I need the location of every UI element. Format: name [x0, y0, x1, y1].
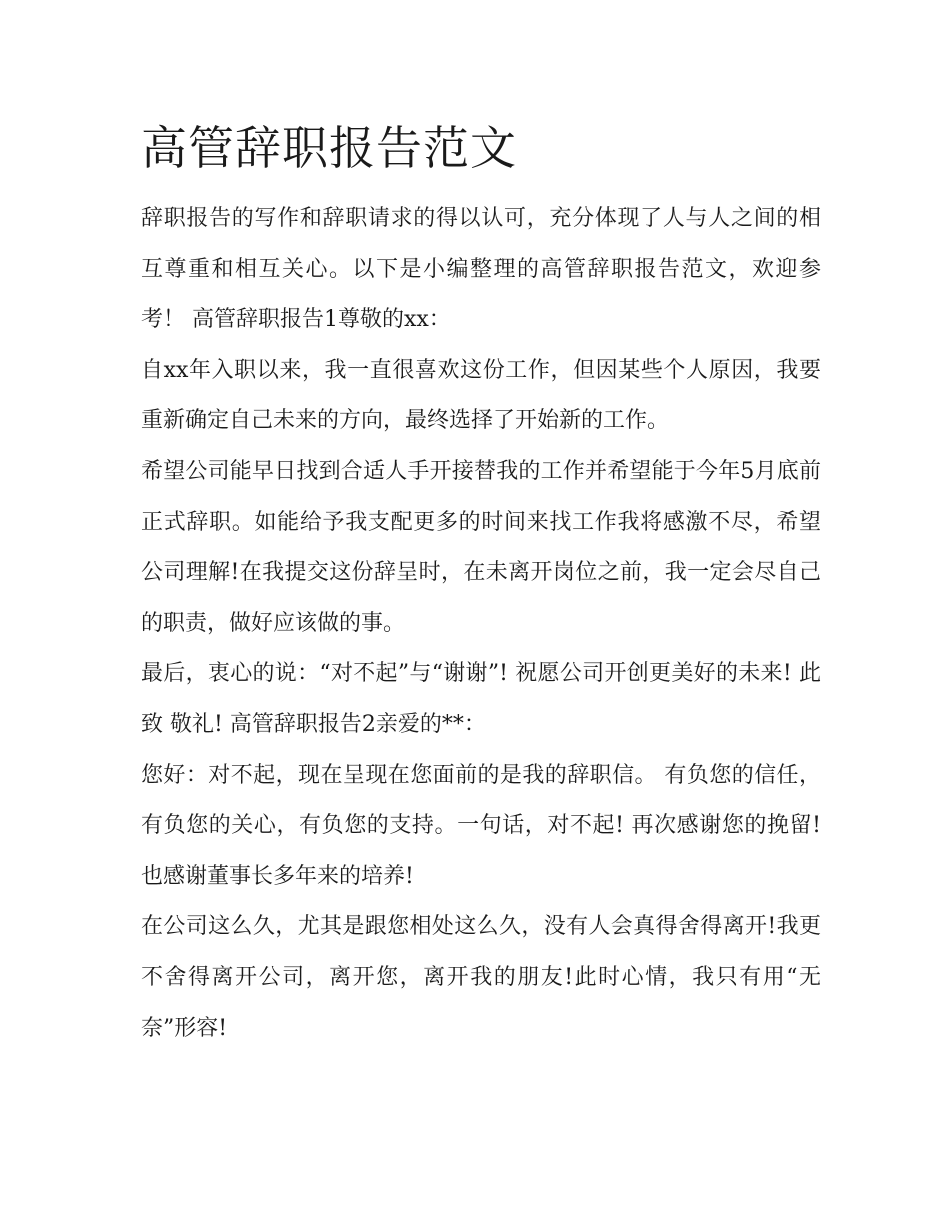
document-title: 高管辞职报告范文: [141, 121, 517, 175]
paragraph-reason: 自xx年入职以来，我一直很喜欢这份工作，但因某些个人原因，我要重新确定自己未来的方向，最终选择了开始新的工作。: [141, 357, 821, 434]
paragraph-farewell: 在公司这么久，尤其是跟您相处这么久，没有人会真得舍得离开!我更不舍得离开公司，离开您，离开我的朋友!此时心情，我只有用“无奈”形容!: [141, 914, 821, 1041]
paragraph-closing: 最后，衷心的说：“对不起”与“谢谢”! 祝愿公司开创更美好的未来! 此致 敬礼! 高管辞职报告2亲爱的**：: [141, 661, 821, 737]
paragraph-request: 希望公司能早日找到合适人手开接替我的工作并希望能于今年5月底前正式辞职。如能给予我支配更多的时间来找工作我将感激不尽，希望公司理解!在我提交这份辞呈时，在未离开岗位之前，我一定会尽自己的职责，做好应该做的事。: [141, 458, 821, 636]
document-body: [141, 112, 821, 1054]
paragraph-intro: 辞职报告的写作和辞职请求的得以认可，充分体现了人与人之间的相互尊重和相互关心。以下是小编整理的高管辞职报告范文，欢迎参考！ 高管辞职报告1尊敬的xx：: [141, 206, 821, 333]
paragraph-apology: 您好：对不起，现在呈现在您面前的是我的辞职信。 有负您的信任，有负您的关心，有负您的支持。一句话，对不起! 再次感谢您的挽留!也感谢董事长多年来的培养!: [141, 762, 821, 889]
